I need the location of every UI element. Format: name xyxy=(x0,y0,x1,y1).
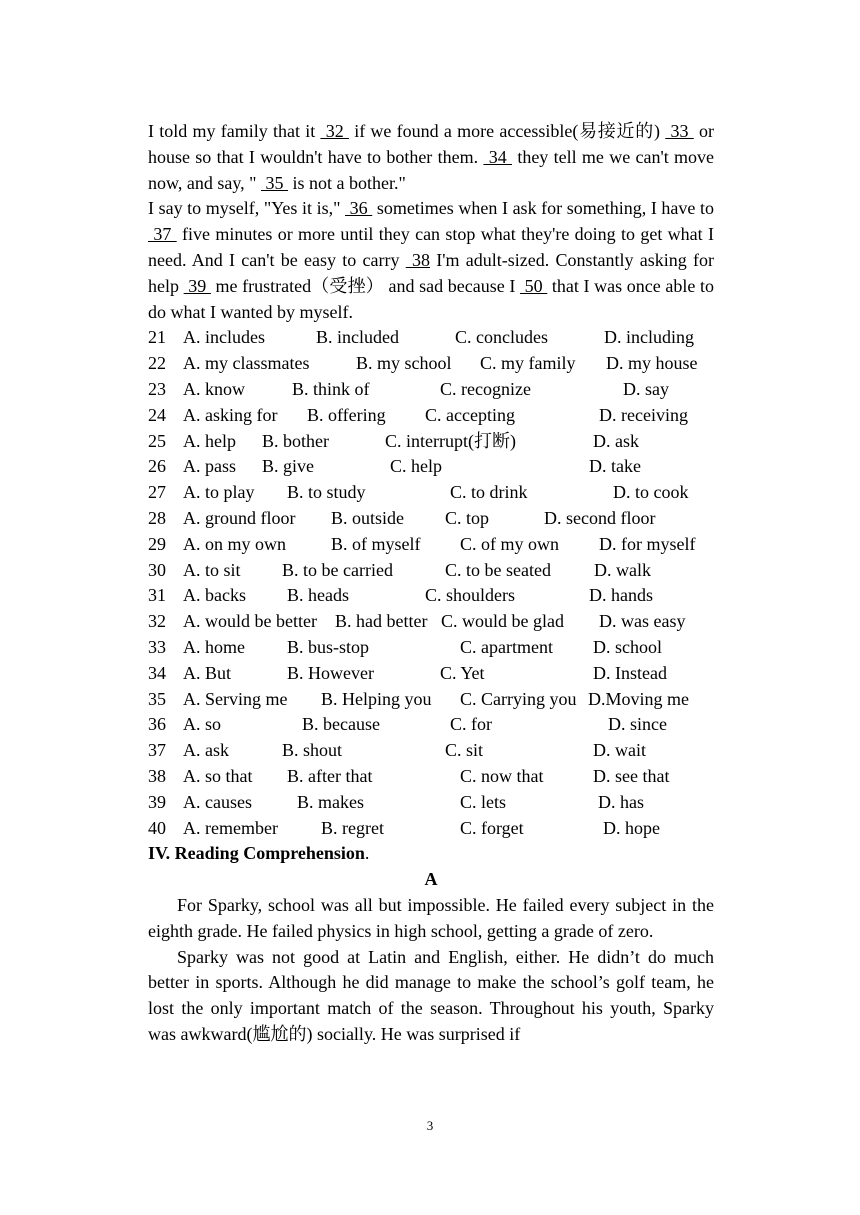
question-number: 31 xyxy=(148,585,166,606)
option-b: B. give xyxy=(262,456,314,477)
question-number: 26 xyxy=(148,456,166,477)
option-c: C. interrupt(打断) xyxy=(385,430,516,451)
option-c: C. to be seated xyxy=(445,559,551,580)
option-b: B. of myself xyxy=(331,533,421,554)
question-number: 24 xyxy=(148,404,166,425)
question-number: 33 xyxy=(148,636,166,657)
option-c: C. to drink xyxy=(450,482,528,503)
option-c: C. forget xyxy=(460,817,524,838)
blank-37: 37 xyxy=(148,224,177,245)
passage-paragraph-1: For Sparky, school was all but impossible. He failed every subject in the eighth grade. He failed physics in high school, getting a grade of zero. xyxy=(148,894,714,941)
question-number: 22 xyxy=(148,353,166,374)
option-d: D. receiving xyxy=(599,404,688,425)
option-a: A. to play xyxy=(183,482,255,503)
text-run: five minutes or more until they can stop what they're doing to get what I need. And I can't be easy to carry xyxy=(148,224,715,270)
option-d: D. hope xyxy=(603,817,660,838)
cloze-paragraph-2 xyxy=(148,196,714,325)
page-content xyxy=(148,119,714,1048)
option-a: A. know xyxy=(183,378,245,399)
question-number: 36 xyxy=(148,714,166,735)
option-row-33 xyxy=(148,635,714,661)
option-d: D. second floor xyxy=(544,507,656,528)
option-d: D. since xyxy=(608,714,667,735)
option-a: A. asking for xyxy=(183,404,278,425)
option-row-27 xyxy=(148,480,714,506)
question-number: 39 xyxy=(148,791,166,812)
option-b: B. shout xyxy=(282,740,343,761)
option-row-38 xyxy=(148,764,714,790)
option-a: A. remember xyxy=(183,817,278,838)
option-c: C. my family xyxy=(480,353,576,374)
option-d: D.Moving me xyxy=(588,688,689,709)
section-heading xyxy=(148,841,714,867)
option-c: C. top xyxy=(445,507,490,528)
option-row-37 xyxy=(148,738,714,764)
option-c: C. lets xyxy=(460,791,507,812)
option-b: B. offering xyxy=(307,404,386,425)
option-b: B. regret xyxy=(321,817,384,838)
option-a: A. But xyxy=(183,662,232,683)
option-b: B. However xyxy=(287,662,374,683)
option-row-40 xyxy=(148,816,714,842)
question-number: 38 xyxy=(148,765,166,786)
text-run: I say to myself, "Yes it is," xyxy=(148,198,346,219)
option-c: C. Yet xyxy=(440,662,485,683)
text-run: is not a bother." xyxy=(288,172,406,193)
option-a: A. ground floor xyxy=(183,507,296,528)
question-number: 40 xyxy=(148,817,166,838)
text-run: me frustrated（受挫） and sad because I xyxy=(210,275,520,296)
option-c: C. shoulders xyxy=(425,585,515,606)
passage-paragraph-2: Sparky was not good at Latin and English, either. He didn’t do much better in sports. Although he did manage to make the school’s golf team, he lost the only important match of the season. Throughout his youth, Sparky was awkward(尴尬的) socially. He was surprised if xyxy=(148,946,714,1044)
option-d: D. school xyxy=(593,636,662,657)
option-b: B. bus-stop xyxy=(287,636,370,657)
option-d: D. walk xyxy=(594,559,651,580)
option-a: A. includes xyxy=(183,327,265,348)
option-row-32 xyxy=(148,609,714,635)
question-number: 30 xyxy=(148,559,166,580)
option-a: A. backs xyxy=(183,585,246,606)
option-a: A. causes xyxy=(183,791,252,812)
cloze-paragraph-1 xyxy=(148,119,714,196)
option-row-29 xyxy=(148,532,714,558)
option-row-25 xyxy=(148,429,714,455)
text-run: sometimes when I ask for something, I have to xyxy=(372,198,714,219)
option-row-31 xyxy=(148,583,714,609)
option-b: B. Helping you xyxy=(321,688,432,709)
option-b: B. heads xyxy=(287,585,349,606)
option-c: C. help xyxy=(390,456,442,477)
option-c: C. concludes xyxy=(455,327,548,348)
option-b: B. makes xyxy=(297,791,364,812)
question-number: 25 xyxy=(148,430,166,451)
option-row-35 xyxy=(148,687,714,713)
option-d: D. for myself xyxy=(599,533,696,554)
question-number: 35 xyxy=(148,688,166,709)
question-number: 29 xyxy=(148,533,166,554)
section-title-period: . xyxy=(364,843,370,864)
section-title: IV. Reading Comprehension xyxy=(148,843,365,864)
option-b: B. to study xyxy=(287,482,366,503)
option-d: D. say xyxy=(623,378,669,399)
text-run: if we found a more accessible(易接近的) xyxy=(348,121,666,141)
option-b: B. because xyxy=(302,714,380,735)
option-d: D. to cook xyxy=(613,482,689,503)
option-row-28 xyxy=(148,506,714,532)
option-d: D. Instead xyxy=(593,662,667,683)
option-c: C. would be glad xyxy=(441,611,564,632)
option-b: B. bother xyxy=(262,430,329,451)
option-b: B. my school xyxy=(356,353,452,374)
option-a: A. my classmates xyxy=(183,353,310,374)
option-b: B. to be carried xyxy=(282,559,393,580)
question-number: 21 xyxy=(148,327,166,348)
option-c: C. accepting xyxy=(425,404,515,425)
blank-34: 34 xyxy=(483,146,513,167)
blank-50: 50 xyxy=(519,275,548,296)
option-row-24 xyxy=(148,403,714,429)
option-c: C. apartment xyxy=(460,636,553,657)
option-b: B. think of xyxy=(292,378,370,399)
blank-38: 38 xyxy=(405,249,430,270)
blank-32: 32 xyxy=(320,121,349,141)
text-run: they tell me we can't move now, and say, " xyxy=(148,146,714,193)
option-d: D. has xyxy=(598,791,644,812)
option-a: A. to sit xyxy=(183,559,241,580)
option-a: A. home xyxy=(183,636,245,657)
option-d: D. see that xyxy=(593,765,670,786)
option-a: A. on my own xyxy=(183,533,286,554)
question-number: 37 xyxy=(148,740,166,761)
option-c: C. now that xyxy=(460,765,544,786)
option-row-39 xyxy=(148,790,714,816)
question-number: 23 xyxy=(148,378,166,399)
question-number: 32 xyxy=(148,611,166,632)
option-d: D. wait xyxy=(593,740,646,761)
option-c: C. of my own xyxy=(460,533,559,554)
option-d: D. take xyxy=(589,456,641,477)
blank-33: 33 xyxy=(665,121,694,141)
question-number: 28 xyxy=(148,507,166,528)
option-b: B. after that xyxy=(287,765,373,786)
text-run: that I was once able to do what I wanted by myself. xyxy=(148,275,715,322)
option-b: B. outside xyxy=(331,507,405,528)
blank-35: 35 xyxy=(261,172,288,193)
option-a: A. Serving me xyxy=(183,688,288,709)
option-a: A. pass xyxy=(183,456,236,477)
option-d: D. hands xyxy=(589,585,653,606)
blank-36: 36 xyxy=(345,198,373,219)
page-number: 3 xyxy=(426,1118,434,1133)
option-a: A. so xyxy=(183,714,222,735)
option-a: A. would be better xyxy=(183,611,317,632)
text-run: or house so that I wouldn't have to bother them. xyxy=(148,121,715,167)
option-c: C. sit xyxy=(445,740,484,761)
option-a: A. so that xyxy=(183,765,253,786)
option-row-30 xyxy=(148,558,714,584)
option-c: C. for xyxy=(450,714,492,735)
text-run: I'm adult-sized. Constantly asking for help xyxy=(148,249,714,296)
option-row-21 xyxy=(148,325,714,351)
option-row-26 xyxy=(148,454,714,480)
option-c: C. recognize xyxy=(440,378,531,399)
option-row-22 xyxy=(148,351,714,377)
option-row-36 xyxy=(148,712,714,738)
option-a: A. ask xyxy=(183,740,229,761)
text-run: I told my family that it xyxy=(148,121,321,141)
option-b: B. had better xyxy=(335,611,428,632)
option-d: D. my house xyxy=(606,353,698,374)
option-row-34 xyxy=(148,661,714,687)
option-d: D. was easy xyxy=(599,611,686,632)
option-a: A. help xyxy=(183,430,236,451)
option-d: D. ask xyxy=(593,430,639,451)
option-d: D. including xyxy=(604,327,694,348)
question-number: 27 xyxy=(148,482,166,503)
option-row-23 xyxy=(148,377,714,403)
option-c: C. Carrying you xyxy=(460,688,577,709)
passage-label: A xyxy=(424,869,438,890)
options-list xyxy=(148,325,714,841)
option-b: B. included xyxy=(316,327,399,348)
blank-39: 39 xyxy=(183,275,211,296)
question-number: 34 xyxy=(148,662,166,683)
